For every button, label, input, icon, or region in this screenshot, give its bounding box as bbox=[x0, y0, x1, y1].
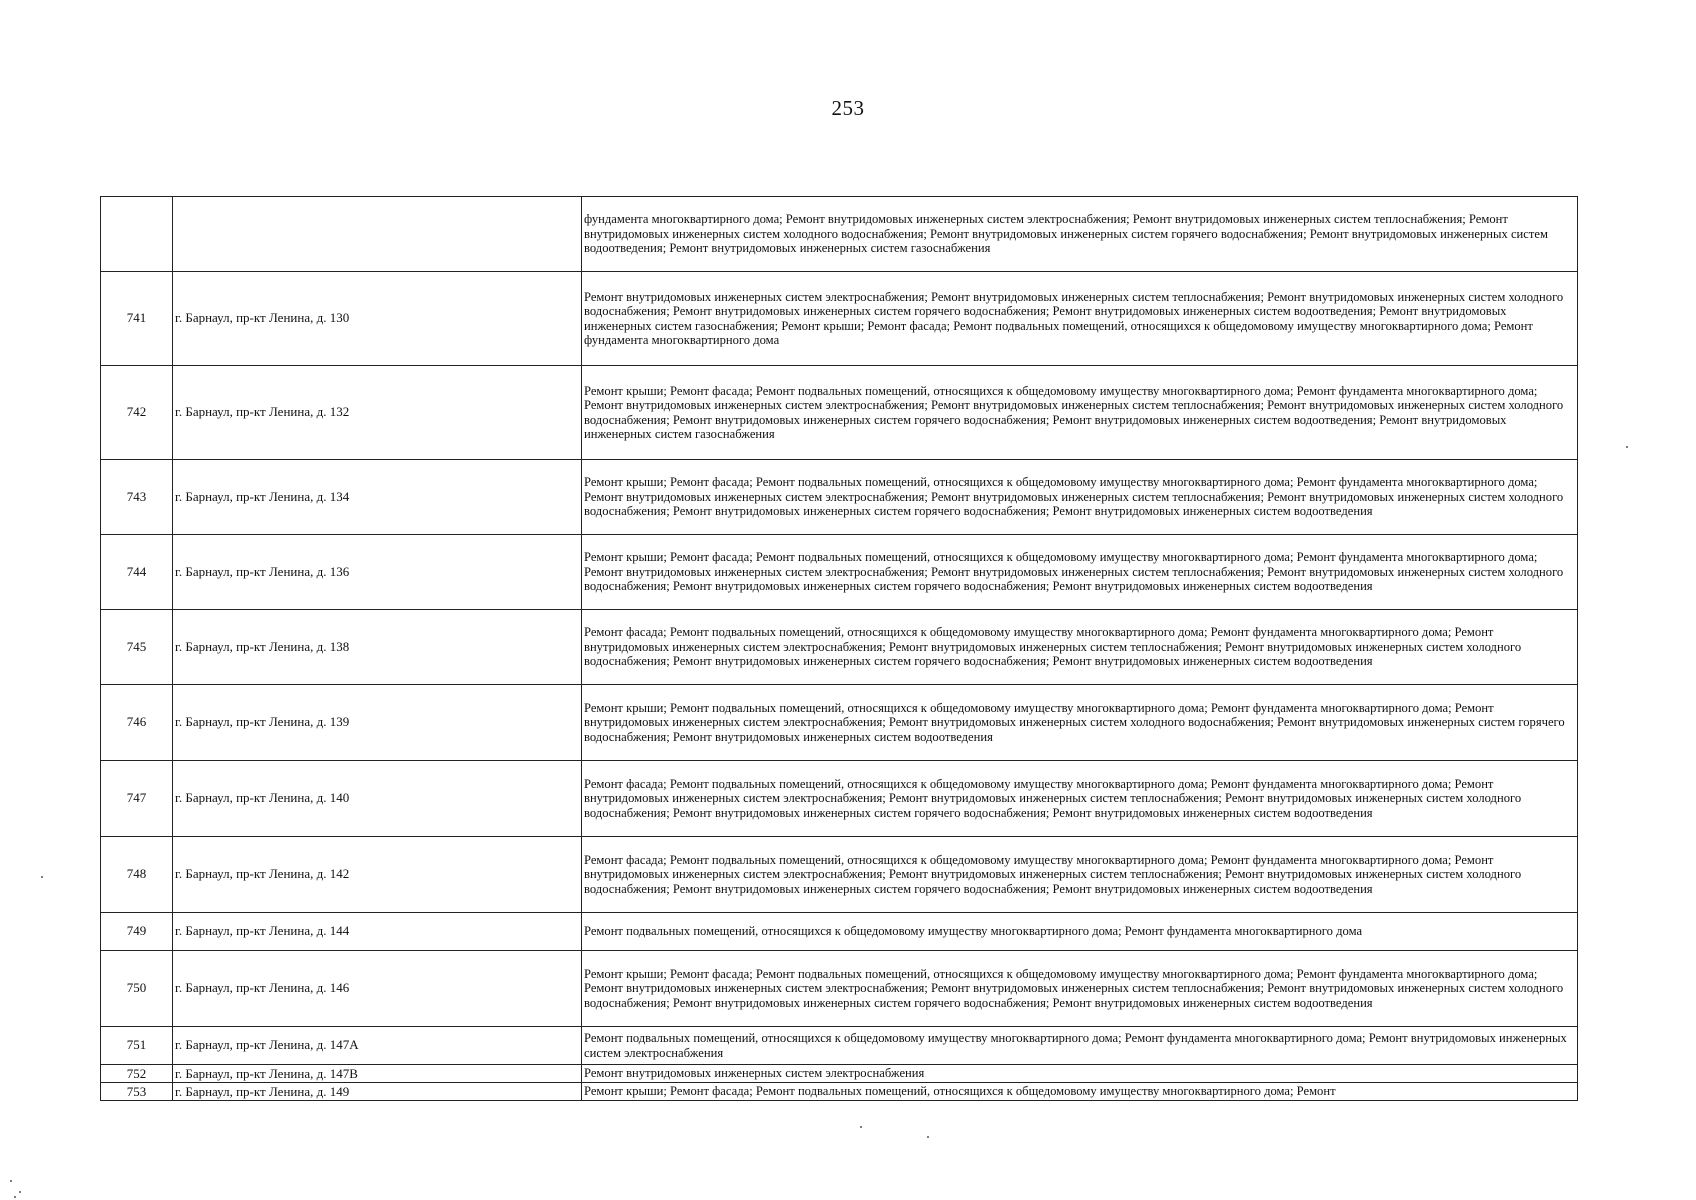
works-cell: Ремонт крыши; Ремонт подвальных помещений, относящихся к общедомовому имуществу многоквартирного дома; Ремонт фундамента многоквартирного дома; Ремонт внутридомовых инженерных систем электроснабжения; Ремонт внутридомовых инженерных систем холодного водоснабжения; Ремонт внутридомовых инженерных систем горячего водоснабжения; Ремонт внутридомовых инженерных систем водоотведения bbox=[582, 685, 1578, 761]
address-cell: г. Барнаул, пр-кт Ленина, д. 149 bbox=[173, 1083, 582, 1101]
address-cell: г. Барнаул, пр-кт Ленина, д. 140 bbox=[173, 761, 582, 837]
works-cell: Ремонт крыши; Ремонт фасада; Ремонт подвальных помещений, относящихся к общедомовому имуществу многоквартирного дома; Ремонт фундамента многоквартирного дома; Ремонт внутридомовых инженерных систем электроснабжения; Ремонт внутридомовых инженерных систем теплоснабжения; Ремонт внутридомовых инженерных систем холодного водоснабжения; Ремонт внутридомовых инженерных систем горячего водоснабжения; Ремонт внутридомовых инженерных систем водоотведения bbox=[582, 951, 1578, 1027]
table-row bbox=[101, 1065, 1578, 1083]
scan-speck bbox=[14, 1196, 16, 1198]
address-cell: г. Барнаул, пр-кт Ленина, д. 134 bbox=[173, 460, 582, 535]
row-number-cell: 741 bbox=[101, 272, 173, 366]
works-cell: Ремонт крыши; Ремонт фасада; Ремонт подвальных помещений, относящихся к общедомовому имуществу многоквартирного дома; Ремонт bbox=[582, 1083, 1578, 1101]
address-cell bbox=[173, 197, 582, 272]
table-row bbox=[101, 610, 1578, 685]
repair-program-table bbox=[100, 196, 1578, 1101]
works-cell: Ремонт подвальных помещений, относящихся к общедомовому имуществу многоквартирного дома; Ремонт фундамента многоквартирного дома bbox=[582, 913, 1578, 951]
works-cell: Ремонт фасада; Ремонт подвальных помещений, относящихся к общедомовому имуществу многоквартирного дома; Ремонт фундамента многоквартирного дома; Ремонт внутридомовых инженерных систем электроснабжения; Ремонт внутридомовых инженерных систем теплоснабжения; Ремонт внутридомовых инженерных систем холодного водоснабжения; Ремонт внутридомовых инженерных систем горячего водоснабжения; Ремонт внутридомовых инженерных систем водоотведения bbox=[582, 837, 1578, 913]
scan-speck bbox=[1626, 446, 1628, 448]
address-cell: г. Барнаул, пр-кт Ленина, д. 142 bbox=[173, 837, 582, 913]
works-cell: Ремонт крыши; Ремонт фасада; Ремонт подвальных помещений, относящихся к общедомовому имуществу многоквартирного дома; Ремонт фундамента многоквартирного дома; Ремонт внутридомовых инженерных систем электроснабжения; Ремонт внутридомовых инженерных систем теплоснабжения; Ремонт внутридомовых инженерных систем холодного водоснабжения; Ремонт внутридомовых инженерных систем горячего водоснабжения; Ремонт внутридомовых инженерных систем водоотведения bbox=[582, 535, 1578, 610]
table-row bbox=[101, 685, 1578, 761]
table-row bbox=[101, 837, 1578, 913]
address-cell: г. Барнаул, пр-кт Ленина, д. 130 bbox=[173, 272, 582, 366]
scan-speck bbox=[860, 1126, 862, 1128]
table-row bbox=[101, 1083, 1578, 1101]
works-cell: Ремонт крыши; Ремонт фасада; Ремонт подвальных помещений, относящихся к общедомовому имуществу многоквартирного дома; Ремонт фундамента многоквартирного дома; Ремонт внутридомовых инженерных систем электроснабжения; Ремонт внутридомовых инженерных систем теплоснабжения; Ремонт внутридомовых инженерных систем холодного водоснабжения; Ремонт внутридомовых инженерных систем горячего водоснабжения; Ремонт внутридомовых инженерных систем водоотведения bbox=[582, 460, 1578, 535]
works-cell: Ремонт подвальных помещений, относящихся к общедомовому имуществу многоквартирного дома; Ремонт фундамента многоквартирного дома; Ремонт внутридомовых инженерных систем электроснабжения bbox=[582, 1027, 1578, 1065]
works-cell: Ремонт фасада; Ремонт подвальных помещений, относящихся к общедомовому имуществу многоквартирного дома; Ремонт фундамента многоквартирного дома; Ремонт внутридомовых инженерных систем электроснабжения; Ремонт внутридомовых инженерных систем теплоснабжения; Ремонт внутридомовых инженерных систем холодного водоснабжения; Ремонт внутридомовых инженерных систем горячего водоснабжения; Ремонт внутридомовых инженерных систем водоотведения bbox=[582, 761, 1578, 837]
scan-speck bbox=[10, 1180, 12, 1182]
table-row bbox=[101, 1027, 1578, 1065]
row-number-cell: 746 bbox=[101, 685, 173, 761]
row-number-cell: 751 bbox=[101, 1027, 173, 1065]
address-cell: г. Барнаул, пр-кт Ленина, д. 138 bbox=[173, 610, 582, 685]
row-number-cell: 747 bbox=[101, 761, 173, 837]
table-row bbox=[101, 951, 1578, 1027]
table-row bbox=[101, 913, 1578, 951]
works-cell: Ремонт фасада; Ремонт подвальных помещений, относящихся к общедомовому имуществу многоквартирного дома; Ремонт фундамента многоквартирного дома; Ремонт внутридомовых инженерных систем электроснабжения; Ремонт внутридомовых инженерных систем теплоснабжения; Ремонт внутридомовых инженерных систем холодного водоснабжения; Ремонт внутридомовых инженерных систем горячего водоснабжения; Ремонт внутридомовых инженерных систем водоотведения bbox=[582, 610, 1578, 685]
address-cell: г. Барнаул, пр-кт Ленина, д. 147В bbox=[173, 1065, 582, 1083]
row-number-cell: 750 bbox=[101, 951, 173, 1027]
row-number-cell: 743 bbox=[101, 460, 173, 535]
row-number-cell: 753 bbox=[101, 1083, 173, 1101]
table-row bbox=[101, 366, 1578, 460]
row-number-cell: 742 bbox=[101, 366, 173, 460]
address-cell: г. Барнаул, пр-кт Ленина, д. 139 bbox=[173, 685, 582, 761]
works-cell: Ремонт внутридомовых инженерных систем электроснабжения; Ремонт внутридомовых инженерных систем теплоснабжения; Ремонт внутридомовых инженерных систем холодного водоснабжения; Ремонт внутридомовых инженерных систем горячего водоснабжения; Ремонт внутридомовых инженерных систем водоотведения; Ремонт внутридомовых инженерных систем газоснабжения; Ремонт крыши; Ремонт фасада; Ремонт подвальных помещений, относящихся к общедомовому имуществу многоквартирного дома; Ремонт фундамента многоквартирного дома bbox=[582, 272, 1578, 366]
row-number-cell: 744 bbox=[101, 535, 173, 610]
address-cell: г. Барнаул, пр-кт Ленина, д. 147А bbox=[173, 1027, 582, 1065]
scan-speck bbox=[19, 1191, 21, 1193]
row-number-cell: 745 bbox=[101, 610, 173, 685]
page-number: 253 bbox=[831, 96, 865, 120]
address-cell: г. Барнаул, пр-кт Ленина, д. 136 bbox=[173, 535, 582, 610]
row-number-cell: 749 bbox=[101, 913, 173, 951]
works-cell: Ремонт внутридомовых инженерных систем электроснабжения bbox=[582, 1065, 1578, 1083]
scan-speck bbox=[41, 876, 43, 878]
address-cell: г. Барнаул, пр-кт Ленина, д. 144 bbox=[173, 913, 582, 951]
works-cell: фундамента многоквартирного дома; Ремонт внутридомовых инженерных систем электроснабжения; Ремонт внутридомовых инженерных систем теплоснабжения; Ремонт внутридомовых инженерных систем холодного водоснабжения; Ремонт внутридомовых инженерных систем горячего водоснабжения; Ремонт внутридомовых инженерных систем водоотведения; Ремонт внутридомовых инженерных систем газоснабжения bbox=[582, 197, 1578, 272]
row-number-cell: 752 bbox=[101, 1065, 173, 1083]
works-cell: Ремонт крыши; Ремонт фасада; Ремонт подвальных помещений, относящихся к общедомовому имуществу многоквартирного дома; Ремонт фундамента многоквартирного дома; Ремонт внутридомовых инженерных систем электроснабжения; Ремонт внутридомовых инженерных систем теплоснабжения; Ремонт внутридомовых инженерных систем холодного водоснабжения; Ремонт внутридомовых инженерных систем горячего водоснабжения; Ремонт внутридомовых инженерных систем водоотведения; Ремонт внутридомовых инженерных систем газоснабжения bbox=[582, 366, 1578, 460]
address-cell: г. Барнаул, пр-кт Ленина, д. 132 bbox=[173, 366, 582, 460]
row-number-cell: 748 bbox=[101, 837, 173, 913]
address-cell: г. Барнаул, пр-кт Ленина, д. 146 bbox=[173, 951, 582, 1027]
table-row bbox=[101, 197, 1578, 272]
table-row bbox=[101, 535, 1578, 610]
table-row bbox=[101, 272, 1578, 366]
row-number-cell bbox=[101, 197, 173, 272]
scan-speck bbox=[927, 1136, 929, 1138]
table-row bbox=[101, 761, 1578, 837]
table-row bbox=[101, 460, 1578, 535]
